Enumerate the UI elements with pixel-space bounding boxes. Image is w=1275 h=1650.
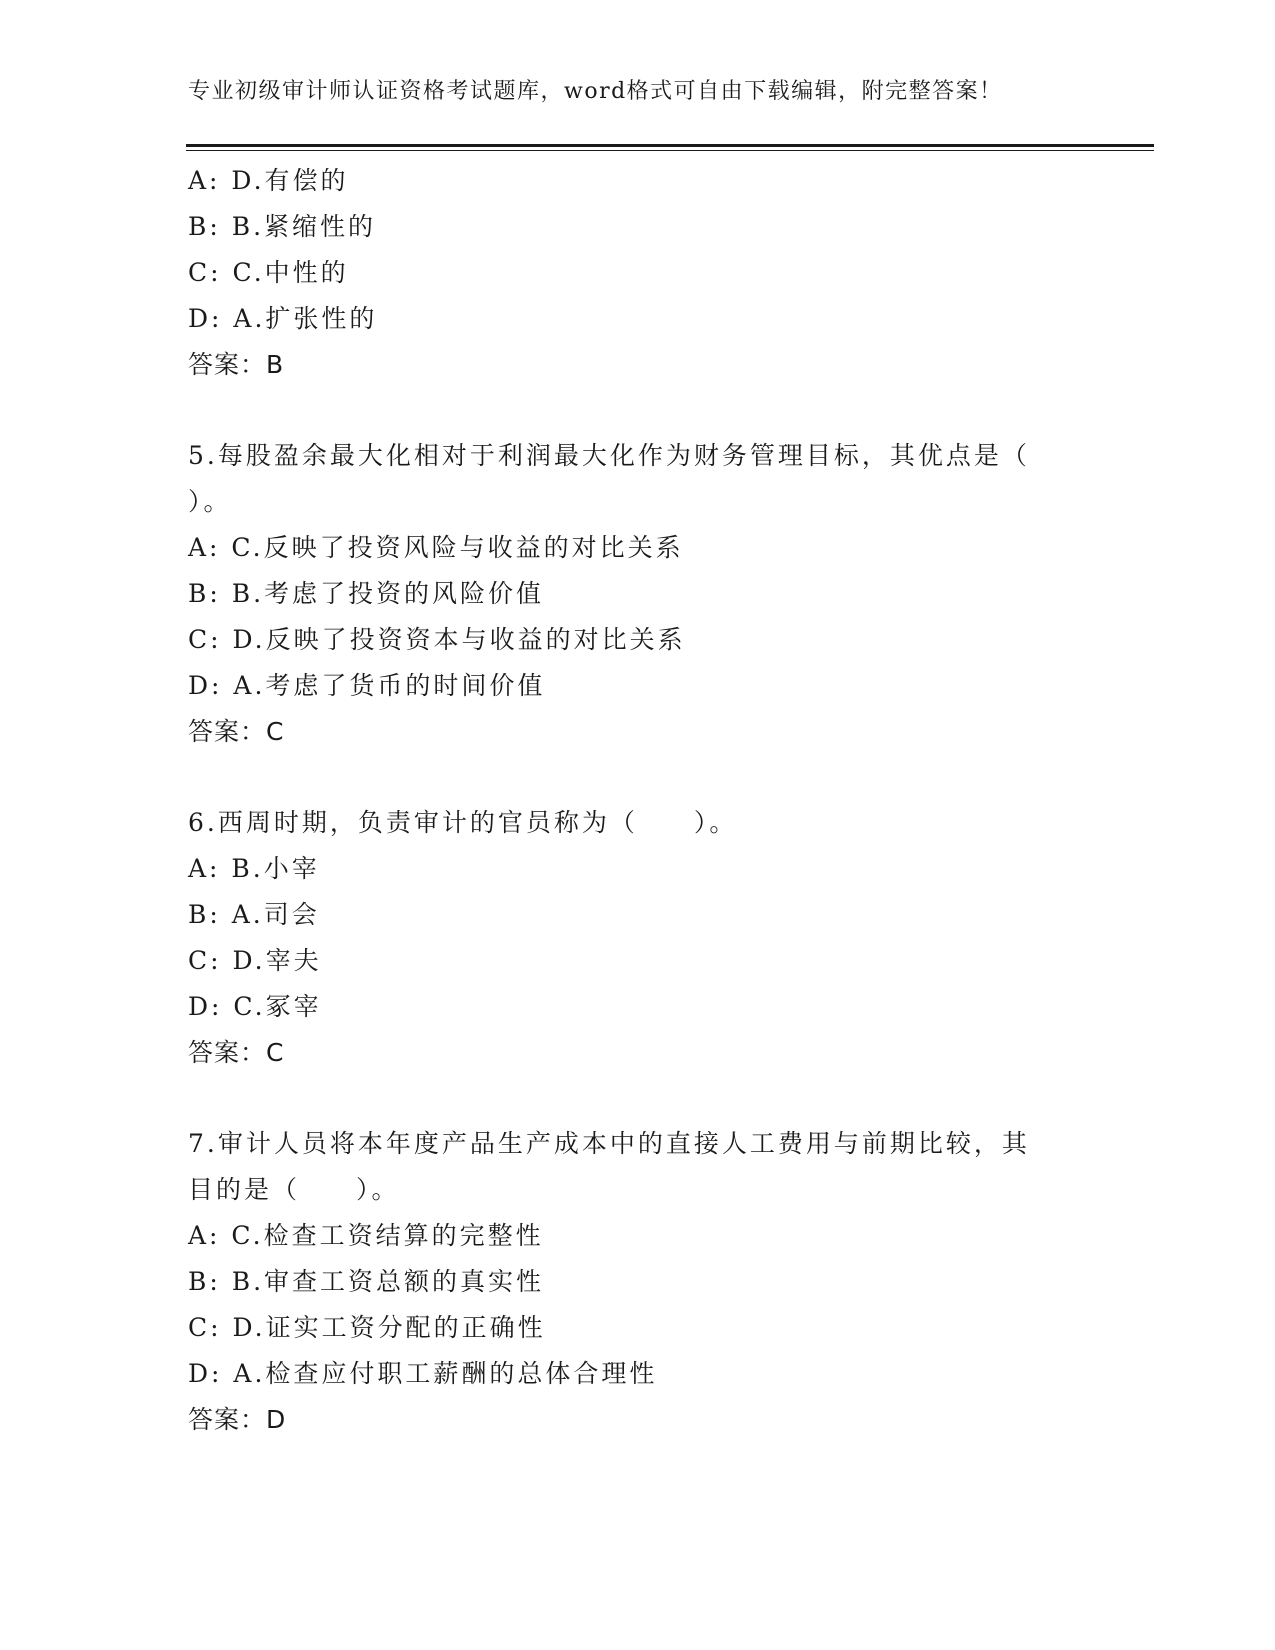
block-spacer — [188, 388, 1088, 433]
option-b: B: B.紧缩性的 — [188, 212, 377, 241]
option-d: D: A.检查应付职工薪酬的总体合理性 — [188, 1359, 658, 1388]
answer-line: 答案：C — [188, 1038, 285, 1067]
header-rule-thick — [186, 144, 1154, 147]
question-block-7 — [188, 1121, 1088, 1443]
question-text-line-1: 6.西周时期，负责审计的官员称为（ ）。 — [188, 808, 738, 837]
option-c: C: D.宰夫 — [188, 946, 322, 975]
question-text-line-2: ）。 — [188, 487, 232, 516]
option-d: D: A.考虑了货币的时间价值 — [188, 671, 546, 700]
answer-line: 答案：C — [188, 717, 285, 746]
option-d: D: A.扩张性的 — [188, 304, 378, 333]
option-c: C: D.证实工资分配的正确性 — [188, 1313, 546, 1342]
option-a: A: D.有偿的 — [188, 166, 349, 195]
option-a: A: C.检查工资结算的完整性 — [188, 1221, 544, 1250]
question-list — [188, 158, 1088, 1443]
option-c: C: D.反映了投资资本与收益的对比关系 — [188, 625, 686, 654]
option-b: B: B.考虑了投资的风险价值 — [188, 579, 545, 608]
block-spacer — [188, 1076, 1088, 1121]
question-block-6 — [188, 800, 1088, 1076]
question-block-5 — [188, 433, 1088, 755]
answer-line: 答案：B — [188, 350, 285, 379]
option-d: D: C.冢宰 — [188, 992, 322, 1021]
block-spacer — [188, 755, 1088, 800]
header-rule-thin — [186, 150, 1154, 151]
question-text-line-1: 7.审计人员将本年度产品生产成本中的直接人工费用与前期比较，其 — [188, 1129, 1030, 1158]
option-b: B: A.司会 — [188, 900, 320, 929]
option-a: A: B.小宰 — [188, 854, 320, 883]
question-text-line-2: 目的是（ ）。 — [188, 1175, 400, 1204]
option-a: A: C.反映了投资风险与收益的对比关系 — [188, 533, 684, 562]
option-b: B: B.审查工资总额的真实性 — [188, 1267, 545, 1296]
page-header: 专业初级审计师认证资格考试题库，word格式可自由下载编辑，附完整答案！ — [188, 79, 1003, 104]
answer-line: 答案：D — [188, 1405, 287, 1434]
question-block-4 — [188, 158, 1088, 388]
question-text-line-1: 5.每股盈余最大化相对于利润最大化作为财务管理目标，其优点是（ — [188, 441, 1030, 470]
option-c: C: C.中性的 — [188, 258, 349, 287]
